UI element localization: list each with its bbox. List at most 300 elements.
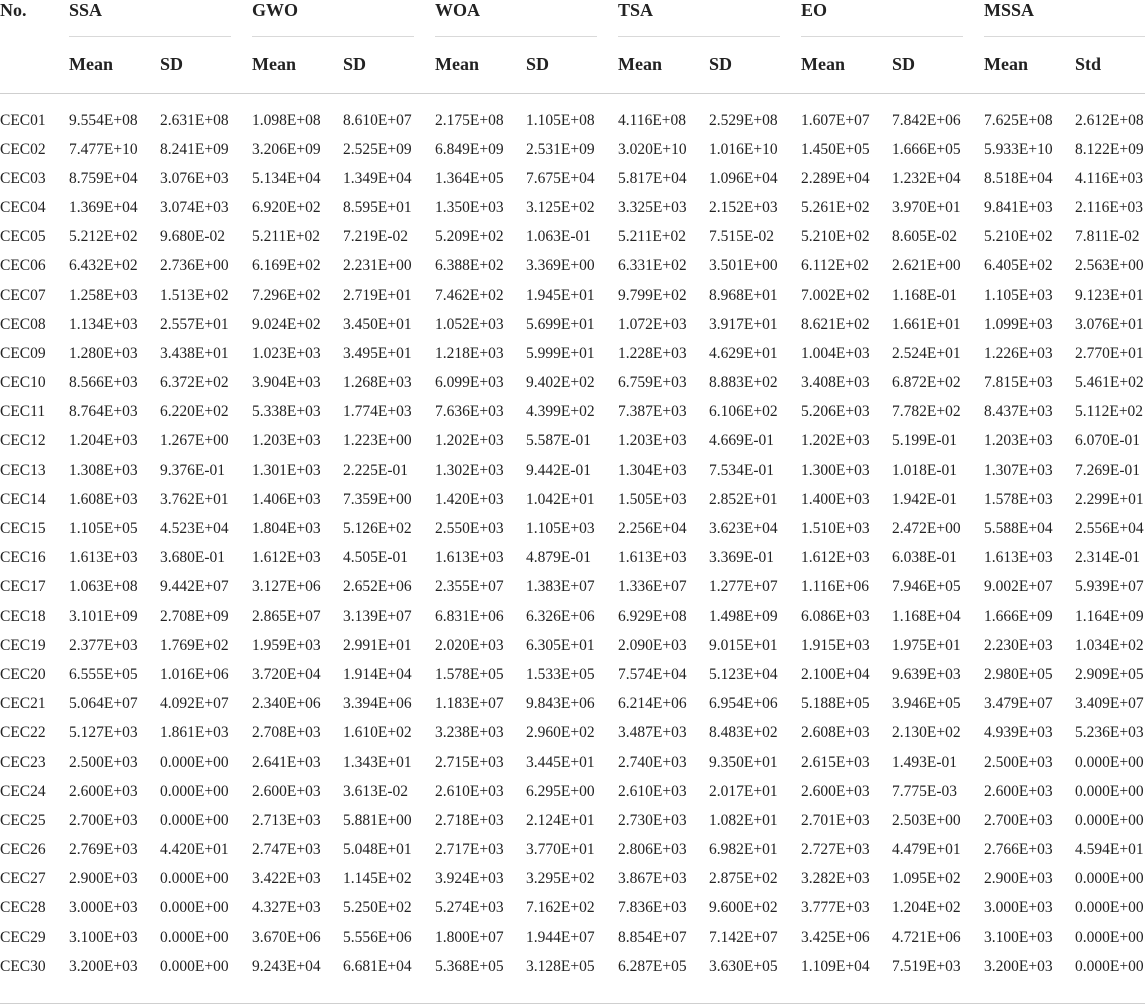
value-cell: 2.225E-01 [343,461,409,479]
value-cell: 1.168E+04 [892,607,961,625]
value-cell: 4.092E+07 [160,695,229,713]
value-cell: 2.600E+03 [984,782,1053,800]
value-cell: 2.701E+03 [801,811,870,829]
value-cell: 6.849E+09 [435,140,504,158]
value-cell: 1.268E+03 [343,374,412,392]
value-cell: 8.241E+09 [160,140,229,158]
value-cell: 0.000E+00 [160,753,229,771]
value-cell: 4.721E+06 [892,928,961,946]
function-id-cell: CEC30 [0,957,46,975]
value-cell: 0.000E+00 [1075,957,1144,975]
value-cell: 2.472E+00 [892,520,961,538]
value-cell: 7.675E+04 [526,169,595,187]
value-cell: 6.038E-01 [892,549,958,567]
value-cell: 2.652E+06 [343,578,412,596]
value-cell: 7.811E-02 [1075,228,1140,246]
value-cell: 1.034E+02 [1075,636,1144,654]
table-row [0,223,1145,252]
value-cell: 2.100E+04 [801,665,870,683]
value-cell: 7.162E+02 [526,899,595,917]
value-cell: 7.219E-02 [343,228,409,246]
metric-header-mean: Mean [984,53,1029,74]
function-id-cell: CEC08 [0,315,46,333]
value-cell: 7.142E+07 [709,928,778,946]
value-cell: 1.975E+01 [892,636,961,654]
table-row [0,806,1145,835]
table-row [0,193,1145,222]
value-cell: 3.394E+06 [343,695,412,713]
value-cell: 2.531E+09 [526,140,595,158]
value-cell: 5.210E+02 [984,228,1053,246]
table-row [0,252,1145,281]
value-cell: 1.099E+03 [984,315,1053,333]
function-id-cell: CEC18 [0,607,46,625]
value-cell: 7.462E+02 [435,286,504,304]
value-cell: 5.123E+04 [709,665,778,683]
function-id-cell: CEC21 [0,695,46,713]
metric-header-sd: SD [892,53,916,74]
function-id-cell: CEC19 [0,636,46,654]
value-cell: 2.900E+03 [984,870,1053,888]
value-cell: 7.782E+02 [892,403,961,421]
table-row [0,660,1145,689]
value-cell: 2.563E+00 [1075,257,1144,275]
value-cell: 5.699E+01 [526,315,595,333]
value-cell: 2.608E+03 [801,724,870,742]
value-cell: 3.408E+03 [801,374,870,392]
value-cell: 7.519E+03 [892,957,961,975]
value-cell: 2.700E+03 [984,811,1053,829]
value-cell: 1.203E+03 [984,432,1053,450]
value-cell: 2.740E+03 [618,753,687,771]
table-row [0,836,1145,865]
value-cell: 5.127E+03 [69,724,138,742]
value-cell: 1.145E+02 [343,870,412,888]
value-cell: 5.188E+05 [801,695,870,713]
value-cell: 1.183E+07 [435,695,504,713]
table-row [0,164,1145,193]
value-cell: 1.610E+02 [343,724,412,742]
table-row [0,690,1145,719]
value-cell: 3.680E-01 [160,549,226,567]
value-cell: 2.980E+05 [984,665,1053,683]
value-cell: 1.307E+03 [984,461,1053,479]
function-id-cell: CEC25 [0,811,46,829]
value-cell: 1.666E+09 [984,607,1053,625]
function-id-cell: CEC09 [0,344,46,362]
group-header-underline [618,36,780,37]
value-cell: 6.920E+02 [252,198,321,216]
value-cell: 1.661E+01 [892,315,961,333]
value-cell: 9.402E+02 [526,374,595,392]
algorithm-header-gwo: GWO [252,0,299,20]
value-cell: 3.904E+03 [252,374,321,392]
value-cell: 7.636E+03 [435,403,504,421]
value-cell: 6.169E+02 [252,257,321,275]
value-cell: 6.372E+02 [160,374,229,392]
value-cell: 1.505E+03 [618,490,687,508]
value-cell: 1.232E+04 [892,169,961,187]
table-row [0,369,1145,398]
value-cell: 3.917E+01 [709,315,778,333]
algorithm-header-mssa: MSSA [984,0,1035,20]
value-cell: 1.016E+10 [709,140,778,158]
value-cell: 1.406E+03 [252,490,321,508]
value-cell: 8.764E+03 [69,403,138,421]
value-cell: 0.000E+00 [1075,928,1144,946]
value-cell: 5.338E+03 [252,403,321,421]
value-cell: 1.258E+03 [69,286,138,304]
value-cell: 1.915E+03 [801,636,870,654]
table-row [0,92,1145,135]
value-cell: 2.340E+06 [252,695,321,713]
metric-header-mean: Mean [435,53,480,74]
group-header-underline [801,36,963,37]
value-cell: 3.074E+03 [160,198,229,216]
function-id-cell: CEC23 [0,753,46,771]
value-cell: 5.212E+02 [69,228,138,246]
value-cell: 2.377E+03 [69,636,138,654]
value-cell: 1.959E+03 [252,636,321,654]
value-cell: 6.405E+02 [984,257,1053,275]
value-cell: 2.175E+08 [435,111,504,129]
value-cell: 2.960E+02 [526,724,595,742]
function-id-cell: CEC02 [0,140,46,158]
value-cell: 4.629E+01 [709,344,778,362]
function-id-cell: CEC12 [0,432,46,450]
value-cell: 2.529E+08 [709,111,778,129]
value-cell: 6.326E+06 [526,607,595,625]
value-cell: 3.479E+07 [984,695,1053,713]
value-cell: 9.843E+06 [526,695,595,713]
value-cell: 9.350E+01 [709,753,778,771]
value-cell: 1.861E+03 [160,724,229,742]
value-cell: 1.168E-01 [892,286,958,304]
value-cell: 2.230E+03 [984,636,1053,654]
table-row [0,748,1145,777]
table-row [0,485,1145,514]
value-cell: 7.842E+06 [892,111,961,129]
value-cell: 3.125E+02 [526,198,595,216]
header-divider [0,93,1145,94]
value-cell: 3.445E+01 [526,753,595,771]
table-row [0,135,1145,164]
value-cell: 2.524E+01 [892,344,961,362]
value-cell: 1.800E+07 [435,928,504,946]
value-cell: 1.369E+04 [69,198,138,216]
function-id-cell: CEC03 [0,169,46,187]
value-cell: 2.715E+03 [435,753,504,771]
value-cell: 5.126E+02 [343,520,412,538]
value-cell: 8.854E+07 [618,928,687,946]
value-cell: 0.000E+00 [1075,899,1144,917]
metric-header-mean: Mean [618,53,663,74]
value-cell: 1.774E+03 [343,403,412,421]
table-row [0,894,1145,923]
value-cell: 2.256E+04 [618,520,687,538]
value-cell: 1.063E-01 [526,228,592,246]
value-cell: 6.831E+06 [435,607,504,625]
value-cell: 2.612E+08 [1075,111,1144,129]
value-cell: 1.277E+07 [709,578,778,596]
table-row [0,719,1145,748]
value-cell: 2.289E+04 [801,169,870,187]
value-cell: 8.883E+02 [709,374,778,392]
value-cell: 3.720E+04 [252,665,321,683]
value-cell: 1.383E+07 [526,578,595,596]
value-cell: 3.409E+07 [1075,695,1144,713]
value-cell: 9.243E+04 [252,957,321,975]
value-cell: 9.442E+07 [160,578,229,596]
value-cell: 4.116E+03 [1075,169,1144,187]
group-header-underline [984,36,1145,37]
value-cell: 5.881E+00 [343,811,412,829]
value-cell: 6.086E+03 [801,607,870,625]
value-cell: 2.769E+03 [69,841,138,859]
value-cell: 2.708E+09 [160,607,229,625]
value-cell: 7.515E-02 [709,228,775,246]
value-cell: 3.325E+03 [618,198,687,216]
value-cell: 8.483E+02 [709,724,778,742]
value-cell: 6.872E+02 [892,374,961,392]
table-bottom-rule [0,1003,1145,1004]
value-cell: 6.555E+05 [69,665,138,683]
value-cell: 9.554E+08 [69,111,138,129]
value-cell: 1.944E+07 [526,928,595,946]
value-cell: 3.238E+03 [435,724,504,742]
value-cell: 3.100E+03 [69,928,138,946]
function-id-cell: CEC27 [0,870,46,888]
value-cell: 3.295E+02 [526,870,595,888]
value-cell: 1.228E+03 [618,344,687,362]
value-cell: 7.836E+03 [618,899,687,917]
value-cell: 3.670E+06 [252,928,321,946]
value-cell: 6.954E+06 [709,695,778,713]
value-cell: 8.968E+01 [709,286,778,304]
value-cell: 2.556E+04 [1075,520,1144,538]
value-cell: 5.210E+02 [801,228,870,246]
value-cell: 3.369E+00 [526,257,595,275]
value-cell: 3.487E+03 [618,724,687,742]
value-cell: 1.613E+03 [618,549,687,567]
metric-header-std: Std [1075,53,1102,74]
value-cell: 2.727E+03 [801,841,870,859]
value-cell: 5.817E+04 [618,169,687,187]
value-cell: 2.747E+03 [252,841,321,859]
value-cell: 1.082E+01 [709,811,778,829]
value-cell: 2.500E+03 [69,753,138,771]
value-cell: 1.023E+03 [252,344,321,362]
value-cell: 3.422E+03 [252,870,321,888]
value-cell: 9.841E+03 [984,198,1053,216]
value-cell: 7.534E-01 [709,461,775,479]
value-cell: 9.002E+07 [984,578,1053,596]
value-cell: 3.630E+05 [709,957,778,975]
table-row [0,281,1145,310]
value-cell: 4.479E+01 [892,841,961,859]
value-cell: 1.450E+05 [801,140,870,158]
value-cell: 1.945E+01 [526,286,595,304]
value-cell: 7.574E+04 [618,665,687,683]
value-cell: 1.095E+02 [892,870,961,888]
value-cell: 1.364E+05 [435,169,504,187]
value-cell: 5.236E+03 [1075,724,1144,742]
value-cell: 5.211E+02 [618,228,687,246]
group-header-underline [69,36,231,37]
value-cell: 2.600E+03 [252,782,321,800]
value-cell: 1.493E-01 [892,753,958,771]
table-row [0,923,1145,952]
value-cell: 6.070E-01 [1075,432,1141,450]
value-cell: 8.610E+07 [343,111,412,129]
value-cell: 1.420E+03 [435,490,504,508]
value-cell: 4.327E+03 [252,899,321,917]
value-cell: 9.799E+02 [618,286,687,304]
value-cell: 7.002E+02 [801,286,870,304]
value-cell: 5.134E+04 [252,169,321,187]
metric-header-sd: SD [160,53,184,74]
table-row [0,631,1145,660]
value-cell: 3.777E+03 [801,899,870,917]
value-cell: 3.369E-01 [709,549,775,567]
table-row [0,398,1145,427]
value-cell: 4.523E+04 [160,520,229,538]
value-cell: 1.608E+03 [69,490,138,508]
value-cell: 2.730E+03 [618,811,687,829]
value-cell: 0.000E+00 [1075,782,1144,800]
value-cell: 8.621E+02 [801,315,870,333]
value-cell: 3.127E+06 [252,578,321,596]
value-cell: 1.336E+07 [618,578,687,596]
value-cell: 2.615E+03 [801,753,870,771]
value-cell: 1.116E+06 [801,578,870,596]
value-cell: 1.914E+04 [343,665,412,683]
value-cell: 2.152E+03 [709,198,778,216]
value-cell: 8.759E+04 [69,169,138,187]
value-cell: 1.612E+03 [801,549,870,567]
function-id-cell: CEC14 [0,490,46,508]
value-cell: 0.000E+00 [1075,870,1144,888]
value-cell: 2.600E+03 [69,782,138,800]
metric-header-sd: SD [709,53,733,74]
value-cell: 3.867E+03 [618,870,687,888]
value-cell: 2.875E+02 [709,870,778,888]
value-cell: 6.929E+08 [618,607,687,625]
value-cell: 1.308E+03 [69,461,138,479]
value-cell: 1.018E-01 [892,461,958,479]
metric-header-sd: SD [343,53,367,74]
value-cell: 1.613E+03 [984,549,1053,567]
value-cell: 1.343E+01 [343,753,412,771]
algorithm-header-row [0,0,1145,36]
value-cell: 1.204E+03 [69,432,138,450]
value-cell: 3.200E+03 [984,957,1053,975]
value-cell: 3.000E+03 [984,899,1053,917]
value-cell: 5.999E+01 [526,344,595,362]
value-cell: 7.815E+03 [984,374,1053,392]
value-cell: 3.924E+03 [435,870,504,888]
value-cell: 6.388E+02 [435,257,504,275]
value-cell: 5.209E+02 [435,228,504,246]
value-cell: 8.605E-02 [892,228,958,246]
value-cell: 7.775E-03 [892,782,958,800]
value-cell: 0.000E+00 [160,782,229,800]
value-cell: 5.556E+06 [343,928,412,946]
value-cell: 5.064E+07 [69,695,138,713]
value-cell: 8.122E+09 [1075,140,1144,158]
value-cell: 6.295E+00 [526,782,595,800]
value-cell: 2.116E+03 [1075,198,1144,216]
value-cell: 2.900E+03 [69,870,138,888]
value-cell: 8.595E+01 [343,198,412,216]
value-cell: 2.641E+03 [252,753,321,771]
table-row [0,514,1145,543]
value-cell: 1.202E+03 [801,432,870,450]
function-id-cell: CEC13 [0,461,46,479]
value-cell: 3.613E-02 [343,782,409,800]
value-cell: 2.770E+01 [1075,344,1144,362]
value-cell: 2.017E+01 [709,782,778,800]
value-cell: 1.769E+02 [160,636,229,654]
value-cell: 3.100E+03 [984,928,1053,946]
value-cell: 1.804E+03 [252,520,321,538]
algorithm-header-ssa: SSA [69,0,103,20]
value-cell: 3.495E+01 [343,344,412,362]
value-cell: 5.250E+02 [343,899,412,917]
table-row [0,427,1145,456]
value-cell: 1.613E+03 [435,549,504,567]
value-cell: 2.621E+00 [892,257,961,275]
value-cell: 1.072E+03 [618,315,687,333]
value-cell: 1.578E+05 [435,665,504,683]
group-header-underline [435,36,597,37]
value-cell: 2.766E+03 [984,841,1053,859]
value-cell: 8.566E+03 [69,374,138,392]
value-cell: 2.130E+02 [892,724,961,742]
value-cell: 1.096E+04 [709,169,778,187]
value-cell: 1.300E+03 [801,461,870,479]
value-cell: 2.503E+00 [892,811,961,829]
table-row [0,573,1145,602]
value-cell: 0.000E+00 [160,957,229,975]
value-cell: 2.500E+03 [984,753,1053,771]
value-cell: 1.613E+03 [69,549,138,567]
value-cell: 1.280E+03 [69,344,138,362]
value-cell: 6.432E+02 [69,257,138,275]
value-cell: 3.000E+03 [69,899,138,917]
value-cell: 2.736E+00 [160,257,229,275]
value-cell: 1.578E+03 [984,490,1053,508]
value-cell: 2.717E+03 [435,841,504,859]
metric-header-mean: Mean [801,53,846,74]
value-cell: 1.042E+01 [526,490,595,508]
value-cell: 1.105E+03 [984,286,1053,304]
value-cell: 1.202E+03 [435,432,504,450]
function-id-cell: CEC20 [0,665,46,683]
value-cell: 1.223E+00 [343,432,412,450]
value-cell: 6.982E+01 [709,841,778,859]
value-cell: 2.557E+01 [160,315,229,333]
value-cell: 5.274E+03 [435,899,504,917]
value-cell: 1.164E+09 [1075,607,1144,625]
value-cell: 1.204E+02 [892,899,961,917]
value-cell: 6.759E+03 [618,374,687,392]
value-cell: 1.350E+03 [435,198,504,216]
value-cell: 6.099E+03 [435,374,504,392]
value-cell: 5.199E-01 [892,432,958,450]
value-cell: 5.211E+02 [252,228,321,246]
value-cell: 2.991E+01 [343,636,412,654]
